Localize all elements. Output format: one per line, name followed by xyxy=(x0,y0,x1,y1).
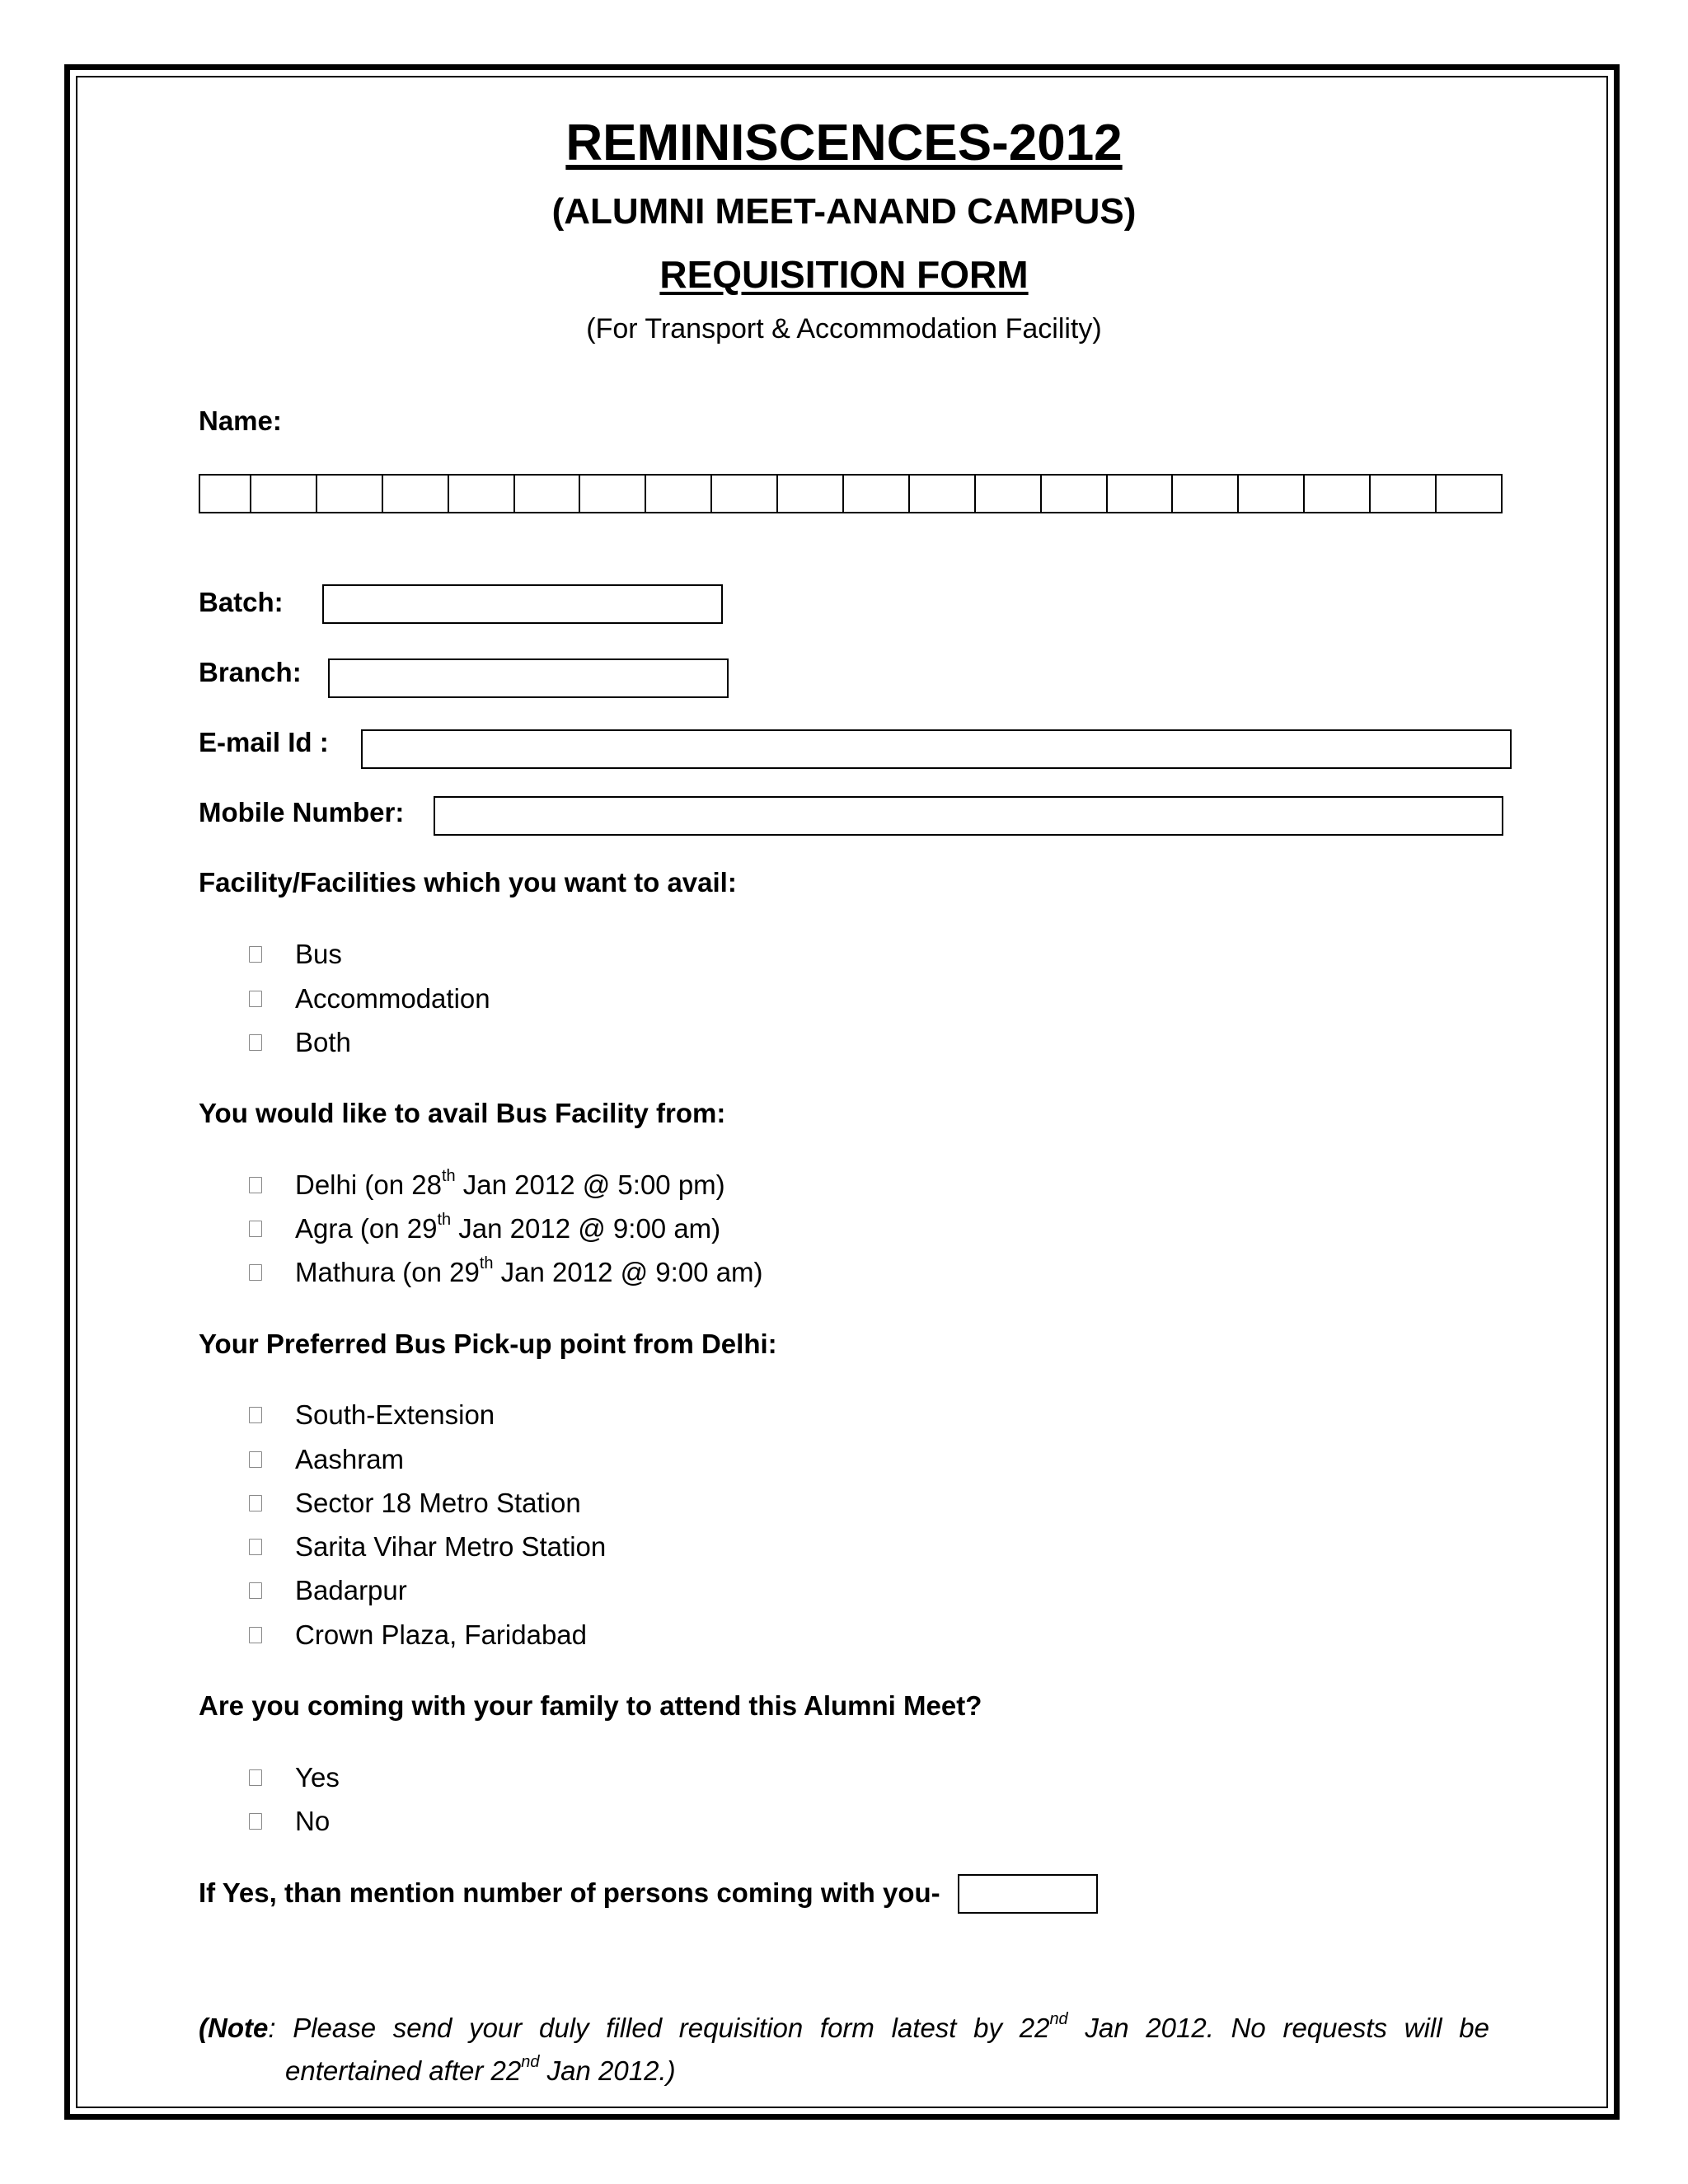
name-char-boxes[interactable] xyxy=(199,474,1503,513)
name-char-box[interactable] xyxy=(1042,476,1108,512)
name-label: Name: xyxy=(199,405,282,436)
name-char-box[interactable] xyxy=(1371,476,1437,512)
name-char-box[interactable] xyxy=(200,476,251,512)
branch-field[interactable] xyxy=(328,658,729,698)
family-option-label: No xyxy=(295,1806,331,1836)
branch-label: Branch: xyxy=(199,657,302,687)
bus-from-option[interactable] xyxy=(249,1213,720,1244)
checkbox-icon[interactable] xyxy=(249,1451,262,1468)
bus-from-option-label: Delhi (on 28th Jan 2012 @ 5:00 pm) xyxy=(295,1167,725,1200)
persons-count-field[interactable] xyxy=(958,1874,1098,1914)
pickup-option[interactable] xyxy=(249,1619,587,1651)
form-title: REQUISITION FORM xyxy=(659,253,1029,296)
pickup-option-label: South-Extension xyxy=(295,1399,495,1430)
persons-label: If Yes, than mention number of persons coming with you- xyxy=(199,1877,940,1908)
name-char-box[interactable] xyxy=(844,476,910,512)
mobile-label: Mobile Number: xyxy=(199,797,405,827)
name-char-box[interactable] xyxy=(1108,476,1174,512)
name-char-box[interactable] xyxy=(646,476,712,512)
pickup-option[interactable] xyxy=(249,1531,606,1563)
mobile-field[interactable] xyxy=(434,796,1503,836)
checkbox-icon[interactable] xyxy=(249,991,262,1007)
facility-option-label: Both xyxy=(295,1027,351,1057)
name-char-box[interactable] xyxy=(712,476,778,512)
name-char-box[interactable] xyxy=(580,476,646,512)
name-char-box[interactable] xyxy=(1173,476,1239,512)
checkbox-icon[interactable] xyxy=(249,1264,262,1281)
bus-from-option[interactable] xyxy=(249,1254,763,1288)
facility-question: Facility/Facilities which you want to avail: xyxy=(199,867,737,898)
name-char-box[interactable] xyxy=(910,476,976,512)
pickup-option-label: Sarita Vihar Metro Station xyxy=(295,1531,607,1562)
batch-field[interactable] xyxy=(322,584,723,624)
pickup-option-label: Sector 18 Metro Station xyxy=(295,1488,581,1518)
facility-option-label: Accommodation xyxy=(295,983,490,1014)
name-char-box[interactable] xyxy=(778,476,844,512)
checkbox-icon[interactable] xyxy=(249,1407,262,1423)
name-char-box[interactable] xyxy=(1437,476,1501,512)
family-option-label: Yes xyxy=(295,1762,340,1793)
name-char-box[interactable] xyxy=(317,476,383,512)
pickup-option-label: Badarpur xyxy=(295,1575,407,1605)
facility-option[interactable] xyxy=(249,1027,351,1058)
bus-from-option-label: Agra (on 29th Jan 2012 @ 9:00 am) xyxy=(295,1211,721,1244)
page-border-inner xyxy=(76,76,1608,2108)
deadline-note: (Note: Please send your duly filled requisition form latest by 22nd Jan 2012. No requests will be entertained after 22nd Jan 2012.) xyxy=(199,2010,1489,2086)
pickup-option[interactable] xyxy=(249,1399,495,1431)
family-question: Are you coming with your family to attend this Alumni Meet? xyxy=(199,1690,982,1721)
name-char-box[interactable] xyxy=(1239,476,1305,512)
email-label: E-mail Id : xyxy=(199,727,329,757)
checkbox-icon[interactable] xyxy=(249,1769,262,1786)
facility-option[interactable] xyxy=(249,983,490,1015)
form-purpose: (For Transport & Accommodation Facility) xyxy=(586,313,1102,344)
checkbox-icon[interactable] xyxy=(249,1627,262,1643)
family-option[interactable] xyxy=(249,1762,340,1793)
name-char-box[interactable] xyxy=(449,476,515,512)
name-char-box[interactable] xyxy=(383,476,449,512)
checkbox-icon[interactable] xyxy=(249,1495,262,1511)
bus-from-option-label: Mathura (on 29th Jan 2012 @ 9:00 am) xyxy=(295,1254,763,1287)
bus-from-question: You would like to avail Bus Facility from: xyxy=(199,1098,726,1128)
name-char-box[interactable] xyxy=(515,476,581,512)
page-title: REMINISCENCES-2012 xyxy=(565,115,1123,171)
checkbox-icon[interactable] xyxy=(249,1221,262,1237)
name-char-box[interactable] xyxy=(251,476,317,512)
pickup-option-label: Aashram xyxy=(295,1444,405,1474)
checkbox-icon[interactable] xyxy=(249,1813,262,1830)
email-field[interactable] xyxy=(361,729,1512,769)
pickup-option[interactable] xyxy=(249,1575,407,1606)
facility-option-label: Bus xyxy=(295,939,342,969)
pickup-option[interactable] xyxy=(249,1488,581,1519)
checkbox-icon[interactable] xyxy=(249,946,262,963)
batch-label: Batch: xyxy=(199,587,284,617)
checkbox-icon[interactable] xyxy=(249,1034,262,1051)
name-char-box[interactable] xyxy=(976,476,1042,512)
checkbox-icon[interactable] xyxy=(249,1582,262,1599)
pickup-question: Your Preferred Bus Pick-up point from Delhi: xyxy=(199,1329,777,1359)
family-option[interactable] xyxy=(249,1806,330,1837)
checkbox-icon[interactable] xyxy=(249,1177,262,1193)
bus-from-option[interactable] xyxy=(249,1169,725,1201)
page-subtitle: (ALUMNI MEET-ANAND CAMPUS) xyxy=(551,191,1137,232)
pickup-option[interactable] xyxy=(249,1444,404,1475)
facility-option[interactable] xyxy=(249,939,342,970)
pickup-option-label: Crown Plaza, Faridabad xyxy=(295,1619,588,1650)
checkbox-icon[interactable] xyxy=(249,1539,262,1555)
name-char-box[interactable] xyxy=(1305,476,1371,512)
